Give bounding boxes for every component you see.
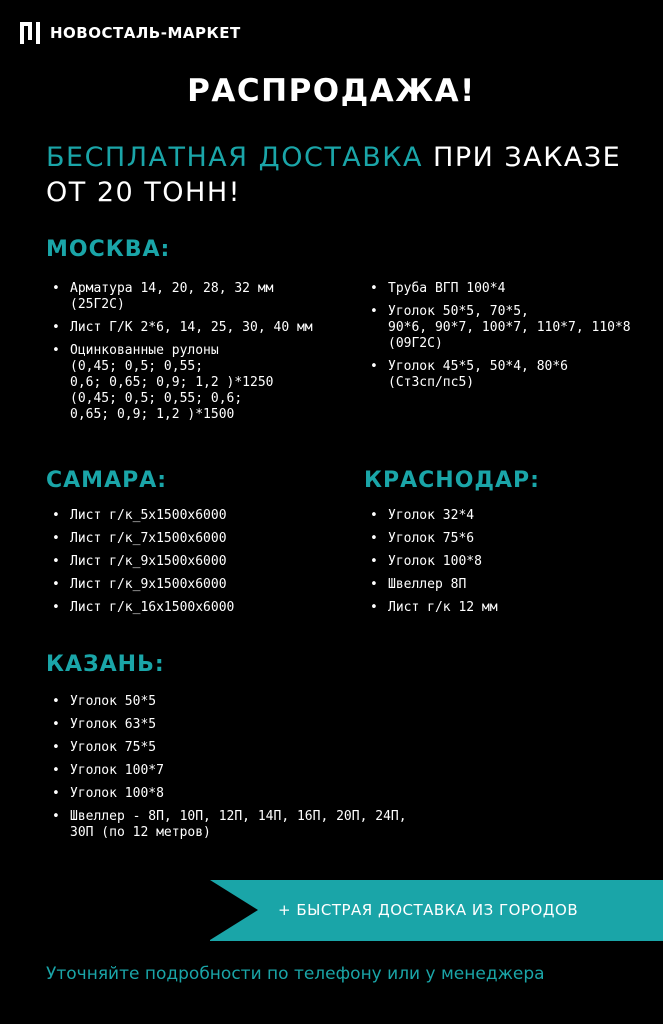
krasnodar-list [364,508,654,623]
list-item: • Арматура 14, 20, 28, 32 мм (25Г2С) [46,281,346,313]
list-item: • Уголок 100*8 [46,786,446,802]
headline-accent: БЕСПЛАТНАЯ ДОСТАВКА [46,142,423,173]
list-item: • Уголок 45*5, 50*4, 80*6 (Ст3сп/пс5) [364,359,654,391]
list-item: • Уголок 100*8 [364,554,654,570]
delivery-banner-text: + БЫСТРАЯ ДОСТАВКА ИЗ ГОРОДОВ [278,901,579,919]
brand-name: НОВОСТАЛЬ-МАРКЕТ [50,24,241,42]
city-title-moscow: МОСКВА: [46,237,171,262]
novostal-logo-icon [20,20,40,46]
list-item: • Лист г/к_9х1500х6000 [46,554,346,570]
list-item: • Уголок 50*5, 70*5, 90*6, 90*7, 100*7, 110*7, 110*8 (09Г2С) [364,304,654,352]
brand-logo [20,20,241,46]
city-title-kazan: КАЗАНЬ: [46,652,165,677]
footer-note: Уточняйте подробности по телефону или у менеджера [46,964,545,984]
list-item: • Труба ВГП 100*4 [364,281,654,297]
list-item: • Уголок 50*5 [46,694,446,710]
list-item: • Лист г/к_5х1500х6000 [46,508,346,524]
list-item: • Швеллер 8П [364,577,654,593]
banner-arrow-notch [210,880,258,940]
list-item: • Лист г/к 12 мм [364,600,654,616]
list-item: • Лист г/к_9х1500х6000 [46,577,346,593]
headline-rest: ПРИ ЗАКАЗЕ ОТ 20 ТОНН! [46,142,622,208]
page-title: РАСПРОДАЖА! [187,73,476,109]
headline [46,140,646,210]
samara-list [46,508,346,623]
list-item: • Уголок 75*6 [364,531,654,547]
list-item: • Оцинкованные рулоны (0,45; 0,5; 0,55; 0,6; 0,65; 0,9; 1,2 )*1250 (0,45; 0,5; 0,55; 0,6; 0,65; 0,9; 1,2 )*1500 [46,343,346,423]
moscow-list-left [46,281,346,430]
kazan-list [46,694,446,848]
moscow-list-right [364,281,654,398]
list-item: • Уголок 75*5 [46,740,446,756]
city-title-samara: САМАРА: [46,468,168,493]
list-item: • Лист г/к_16х1500х6000 [46,600,346,616]
list-item: • Швеллер - 8П, 10П, 12П, 14П, 16П, 20П, 24П, 30П (по 12 метров) [46,809,446,841]
list-item: • Уголок 63*5 [46,717,446,733]
list-item: • Лист Г/К 2*6, 14, 25, 30, 40 мм [46,320,346,336]
list-item: • Лист г/к_7х1500х6000 [46,531,346,547]
list-item: • Уголок 100*7 [46,763,446,779]
city-title-krasnodar: КРАСНОДАР: [364,468,540,493]
list-item: • Уголок 32*4 [364,508,654,524]
